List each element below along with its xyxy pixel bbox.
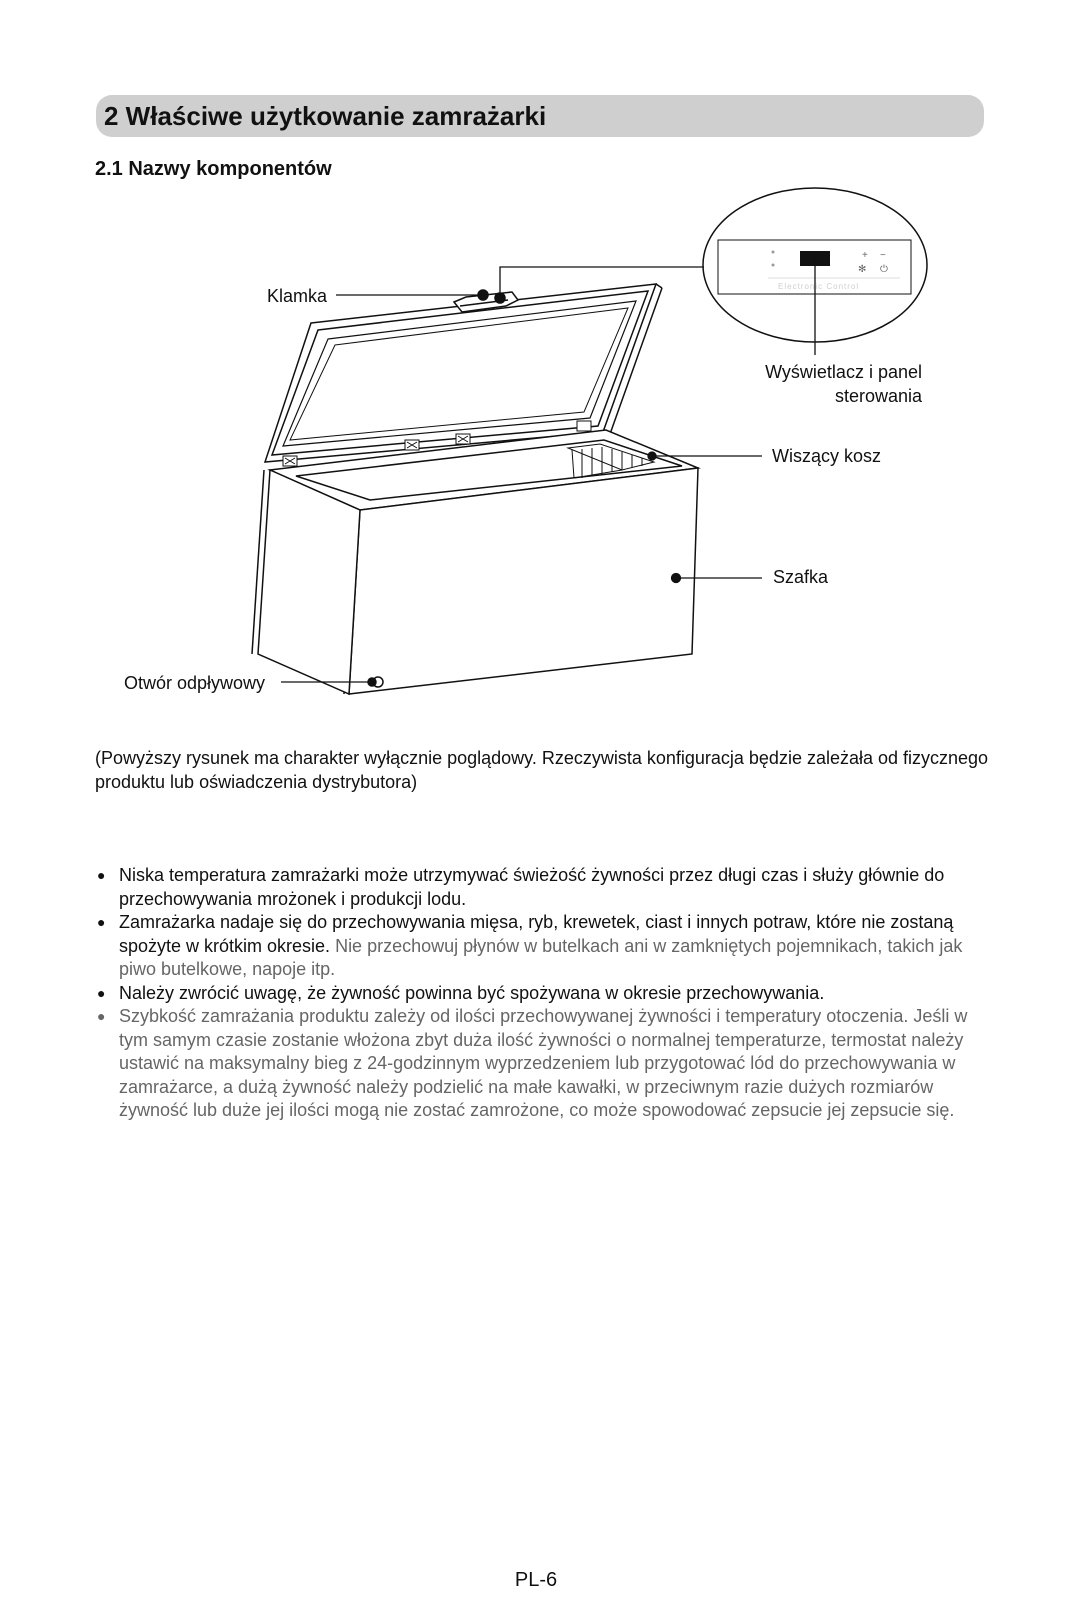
snowflake-icon: ✻	[858, 264, 867, 275]
label-display-line1: Wyświetlacz i panel	[765, 362, 922, 382]
figure-caption: (Powyższy rysunek ma charakter wyłącznie poglądowy. Rzeczywista konfiguracja będzie zależała od fizycznego produktu lub oświadczenia dystrybutora)	[95, 748, 989, 792]
label-handle: Klamka	[267, 286, 328, 306]
label-drain: Otwór odpływowy	[124, 673, 266, 693]
list-item	[95, 864, 995, 911]
bullet-icon: ●	[97, 914, 106, 930]
list-item	[95, 1005, 995, 1123]
list-item-note: Szybkość zamrażania produktu zależy od ilości przechowywanej żywności i temperatury otoczenia. Jeśli w tym samym czasie zostanie włożona zbyt duża ilość żywności o normalnej temperaturze, termostat należy ustawić na maksymalny bieg z 24-godzinnym wyprzedzeniem lub przygotować lód do przechowywania w zamrażarce, a dużą żywność należy podzielić na małe kawałki, w przeciwnym razie dużych rozmiarów żywność lub duże jej ilości mogą nie zostać zamrożone, co może spowodować zepsucie jej zepsucie się.	[119, 1006, 968, 1120]
section-title: 2 Właściwe użytkowanie zamrażarki	[104, 101, 547, 131]
bullet-icon: ●	[97, 1008, 106, 1024]
panel-text: Electronic Control	[778, 282, 860, 291]
power-icon: ⏻	[880, 264, 888, 275]
panel-plus-icon: +	[862, 250, 868, 261]
subsection-title: 2.1 Nazwy komponentów	[95, 158, 332, 180]
bullet-icon: ●	[97, 867, 106, 883]
list-item-text: Zamrażarka nadaje się do przechowywania mięsa, ryb, krewetek, ciast i innych potraw, które nie zostaną spożyte w krótkim okresie.	[119, 912, 954, 956]
panel-minus-icon: −	[880, 250, 886, 261]
list-item	[95, 911, 995, 982]
label-display-line2: sterowania	[834, 386, 922, 406]
page-number: PL-6	[514, 1569, 558, 1591]
list-item-text: Należy zwrócić uwagę, że żywność powinna być spożywana w okresie przechowywania.	[119, 982, 825, 1003]
bullet-icon: ●	[97, 984, 106, 1001]
list-item-note: Nie przechowuj płynów w butelkach ani w zamkniętych pojemnikach, takich jak piwo butelkowe, napoje itp.	[119, 935, 963, 979]
list-item-text: Niska temperatura zamrażarki może utrzymywać świeżość żywności przez długi czas i służy głównie do przechowywania mrożonek i produkcji lodu.	[119, 865, 945, 909]
label-basket: Wiszący kosz	[772, 446, 882, 466]
list-item	[95, 982, 995, 1006]
usage-notes-list	[95, 864, 995, 1123]
freezer-cabinet	[252, 430, 698, 694]
label-cabinet: Szafka	[773, 567, 829, 587]
